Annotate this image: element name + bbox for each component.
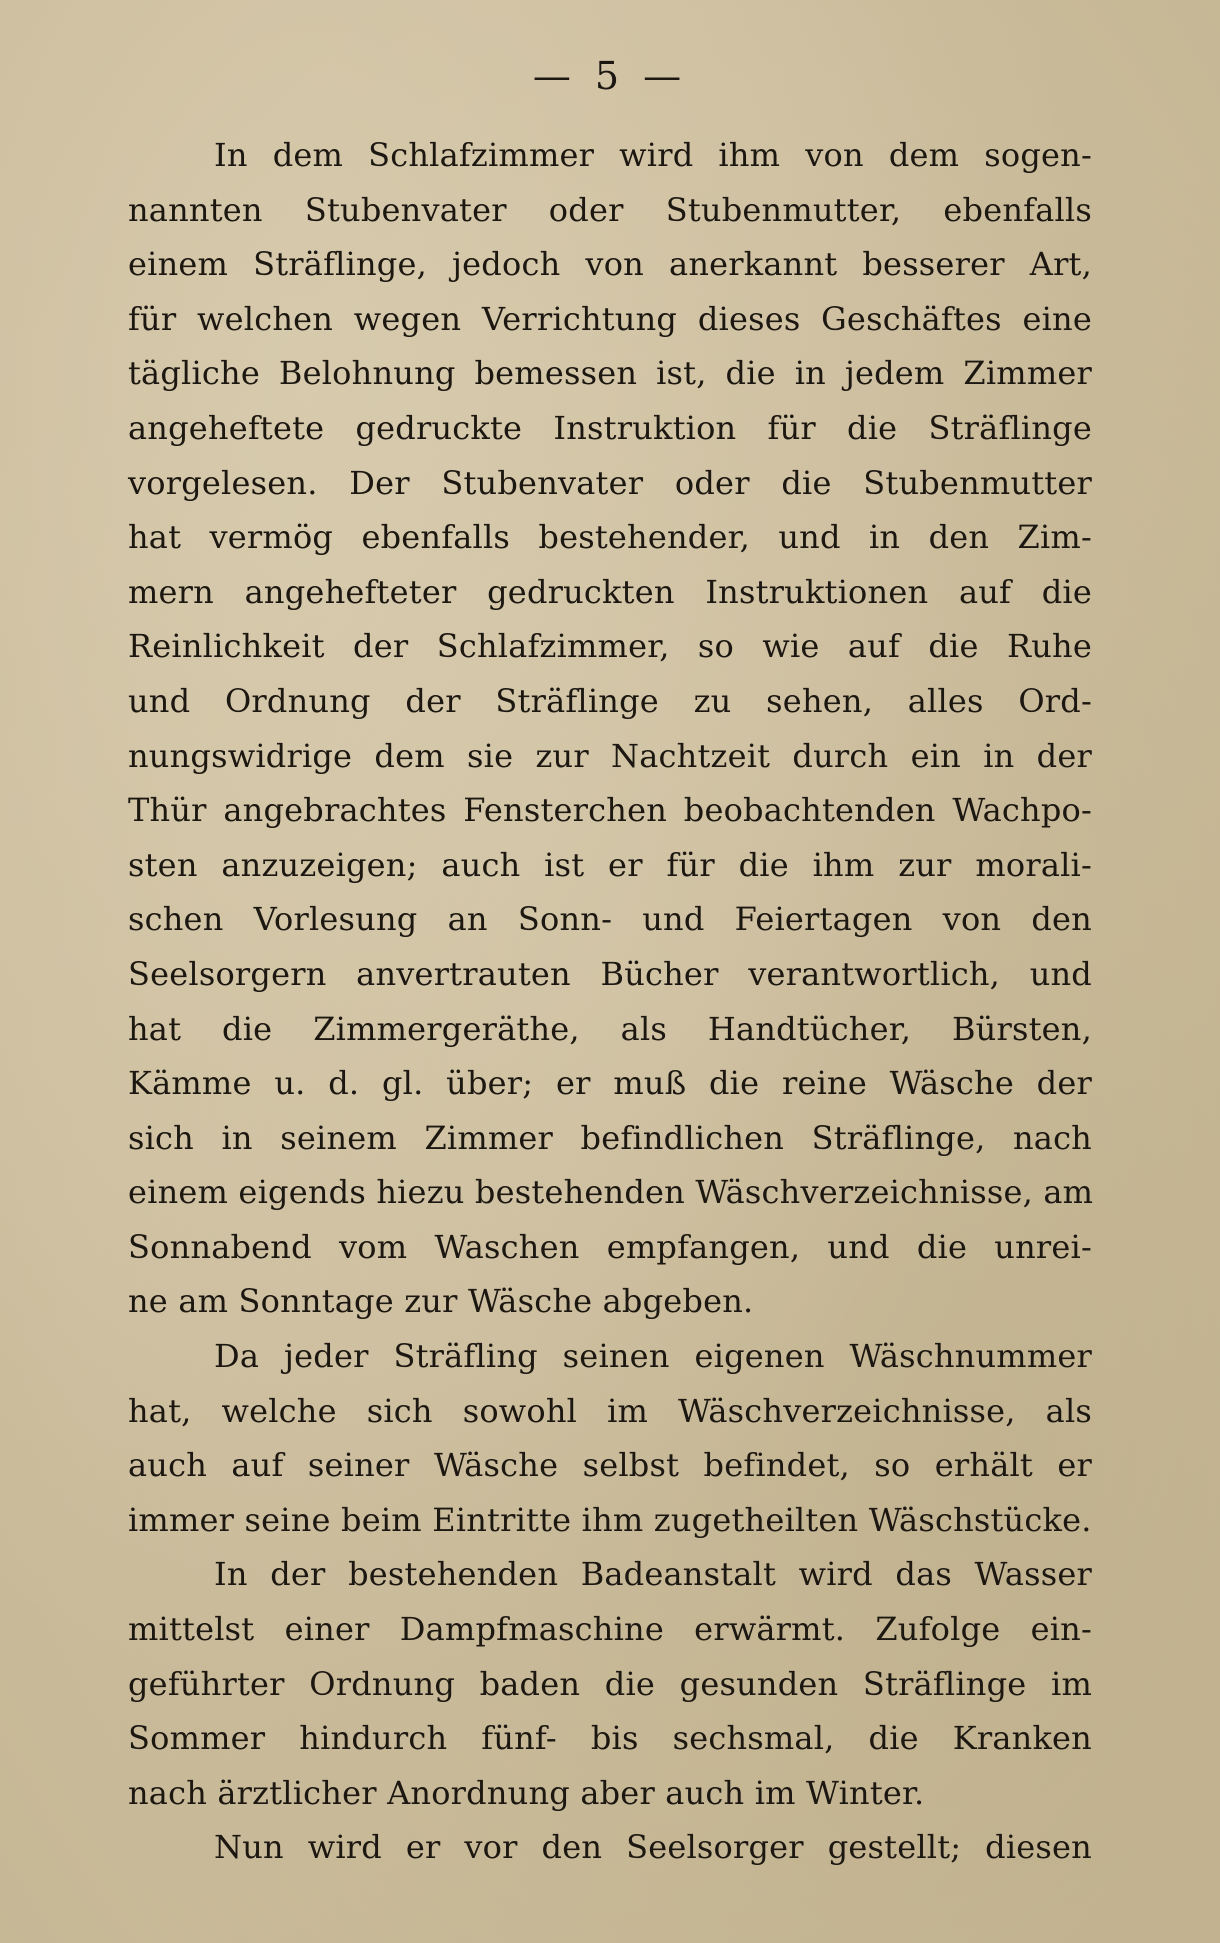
- text-line: ne am Sonntage zur Wäsche abgeben.: [128, 1282, 754, 1321]
- text-line: und Ordnung der Sträflinge zu sehen, alles Ord-: [128, 681, 1092, 720]
- text-line: vorgelesen. Der Stubenvater oder die Stubenmutter: [128, 463, 1092, 502]
- text-line: immer seine beim Eintritte ihm zugetheilten Wäschstücke.: [128, 1500, 1092, 1539]
- text-line: tägliche Belohnung bemessen ist, die in jedem Zimmer: [128, 354, 1092, 393]
- text-line: mittelst einer Dampfmaschine erwärmt. Zufolge ein-: [128, 1610, 1092, 1649]
- text-line: Sommer hindurch fünf- bis sechsmal, die Kranken: [128, 1719, 1092, 1758]
- page-number: — 5 —: [532, 54, 688, 98]
- text-line: hat die Zimmergeräthe, als Handtücher, Bürsten,: [128, 1009, 1092, 1048]
- text-line: Sonnabend vom Waschen empfangen, und die unrei-: [128, 1227, 1092, 1266]
- text-line: nach ärztlicher Anordnung aber auch im Winter.: [128, 1773, 925, 1812]
- text-line: In der bestehenden Badeanstalt wird das Wasser: [214, 1555, 1092, 1594]
- text-line: einem Sträflinge, jedoch von anerkannt besserer Art,: [128, 245, 1092, 284]
- text-line: Reinlichkeit der Schlafzimmer, so wie auf die Ruhe: [128, 627, 1092, 666]
- text-line: Kämme u. d. gl. über; er muß die reine Wäsche der: [128, 1064, 1092, 1103]
- text-line: nannten Stubenvater oder Stubenmutter, ebenfalls: [128, 190, 1092, 229]
- text-line: hat vermög ebenfalls bestehender, und in den Zim-: [128, 518, 1092, 557]
- text-line: nungswidrige dem sie zur Nachtzeit durch ein in der: [128, 736, 1092, 775]
- text-line: Nun wird er vor den Seelsorger gestellt; diesen: [214, 1828, 1092, 1867]
- text-line: angeheftete gedruckte Instruktion für die Sträflinge: [128, 408, 1092, 447]
- text-line: geführter Ordnung baden die gesunden Sträflinge im: [128, 1664, 1092, 1703]
- text-line: In dem Schlafzimmer wird ihm von dem sogen-: [214, 136, 1092, 174]
- body-text: [128, 128, 1092, 1875]
- text-line: Seelsorgern anvertrauten Bücher verantwortlich, und: [128, 954, 1092, 993]
- text-line: sten anzuzeigen; auch ist er für die ihm zur morali-: [128, 845, 1092, 884]
- text-line: einem eigends hiezu bestehenden Wäschverzeichnisse, am: [128, 1173, 1094, 1212]
- text-line: Thür angebrachtes Fensterchen beobachtenden Wachpo-: [128, 791, 1092, 830]
- text-line: auch auf seiner Wäsche selbst befindet, so erhält er: [128, 1446, 1092, 1485]
- text-line: mern angehefteter gedruckten Instruktionen auf die: [128, 572, 1092, 611]
- text-line: für welchen wegen Verrichtung dieses Geschäftes eine: [128, 299, 1092, 338]
- text-line: Da jeder Sträfling seinen eigenen Wäschnummer: [214, 1337, 1092, 1376]
- text-line: schen Vorlesung an Sonn- und Feiertagen von den: [128, 900, 1092, 939]
- text-line: hat, welche sich sowohl im Wäschverzeichnisse, als: [128, 1391, 1092, 1430]
- text-line: sich in seinem Zimmer befindlichen Sträflinge, nach: [128, 1118, 1092, 1157]
